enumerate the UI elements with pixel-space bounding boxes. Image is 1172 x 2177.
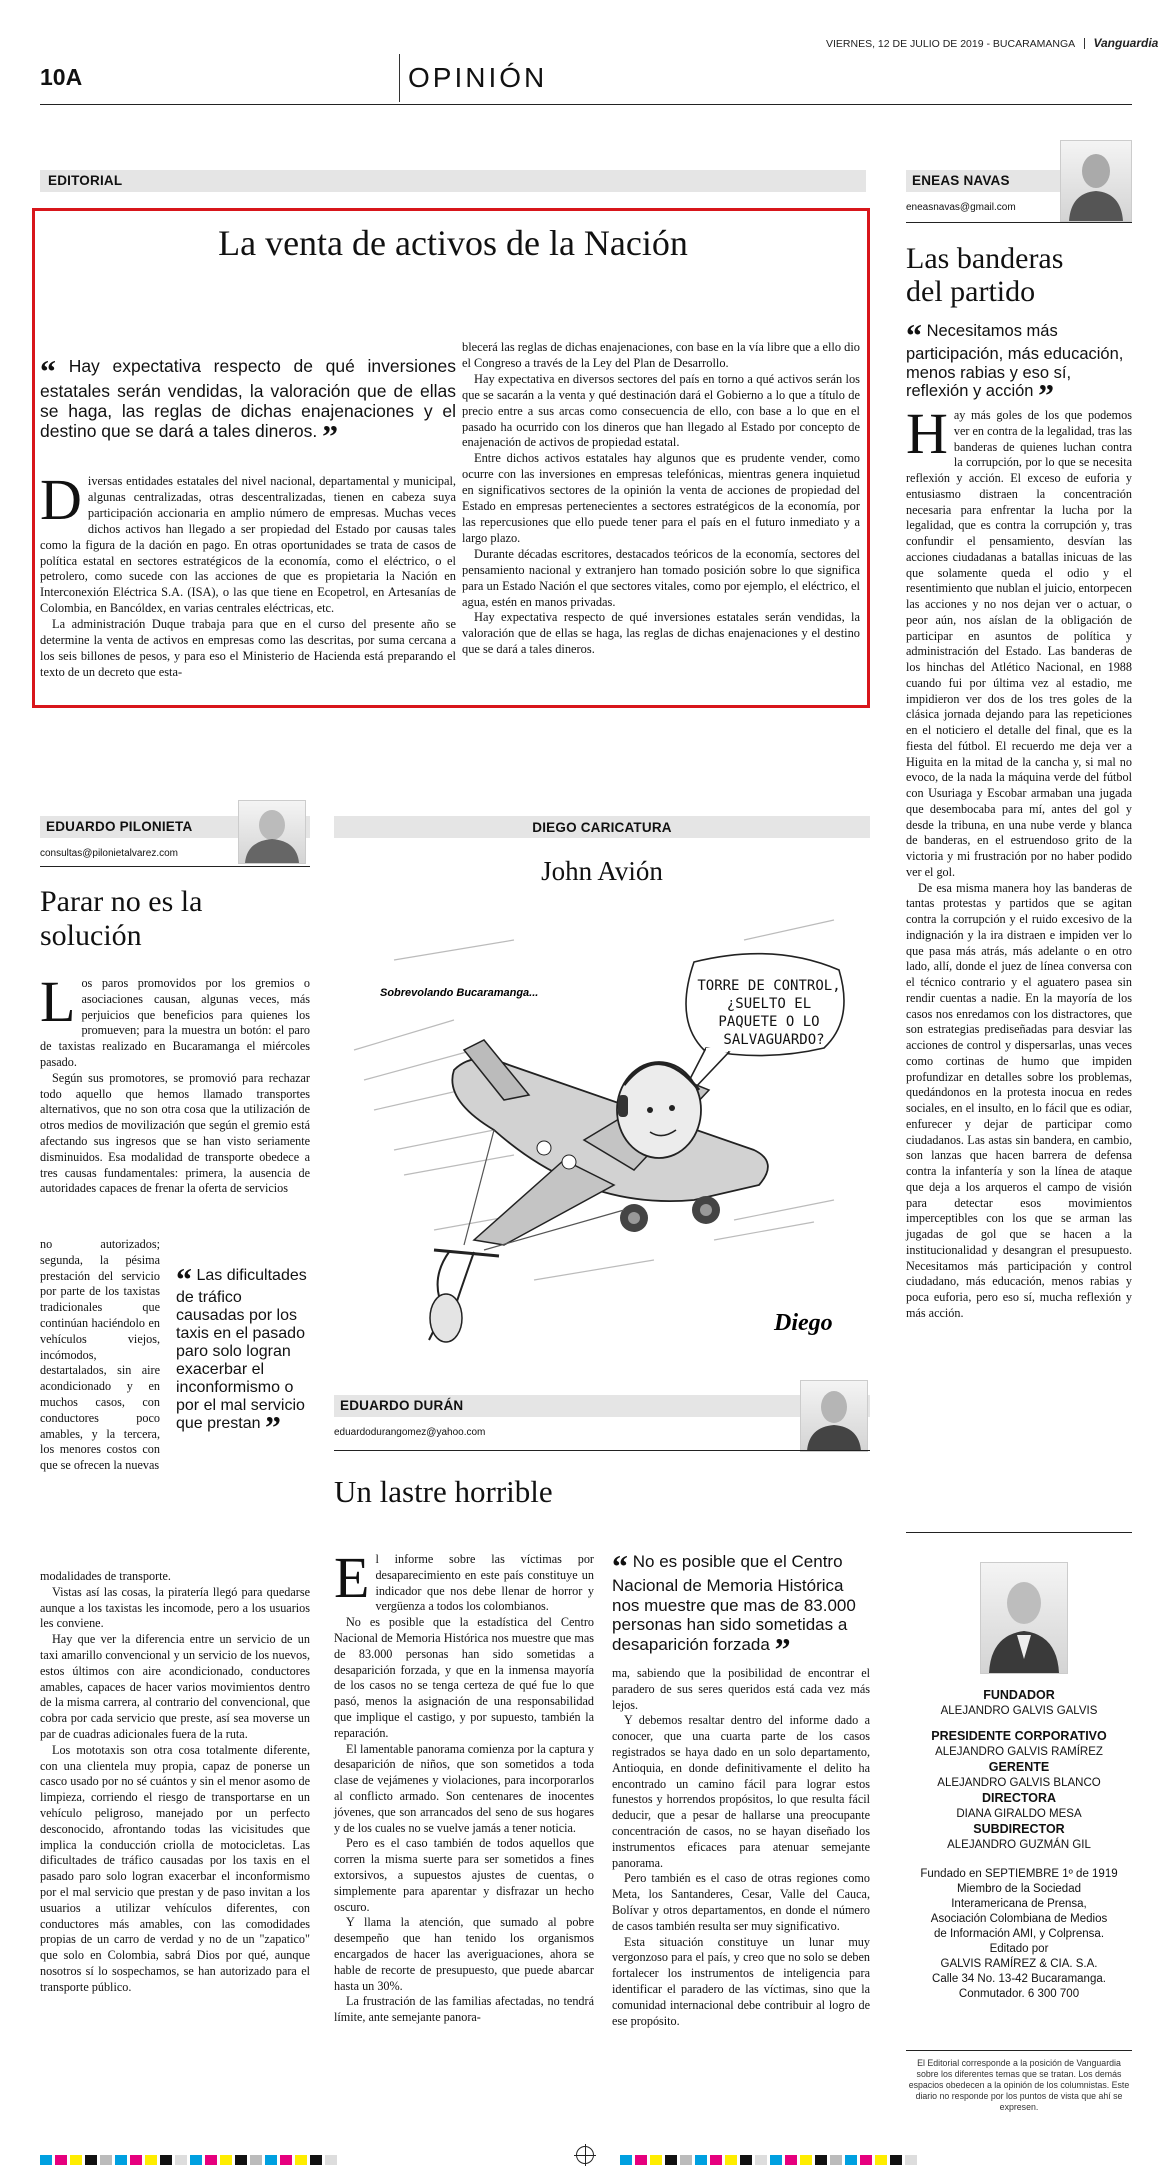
open-quote-icon: “: [176, 1261, 192, 1297]
paragraph: modalidades de transporte.: [40, 1569, 171, 1583]
editorial-col-right: [462, 340, 860, 658]
paragraph: Durante décadas escritores, destacados teóricos de la economía, sectores del pensamiento nacional y extranjero han tomado posición sobre lo que significa para un Estado Nación el que sectores vitales, como por ejemplo, el eléctrico, el agua, estén en manos privadas.: [462, 546, 860, 609]
dropcap: E: [334, 1545, 370, 1610]
duran-title: Un lastre horrible: [334, 1474, 553, 1509]
paragraph: Según sus promotores, se promovió para rechazar todo aquello que hemos llamado transportes alternativos, que no son otra cosa que la utilización de otros medios de movilización que según el gremio está afectando sus ingresos que se han visto seriamente disminuidos. Esa modalidad de transporte obedece a tres causas fundamentales: primera, la ausencia de autoridades capaces de frenar la oferta de servicios: [40, 1070, 310, 1196]
dateline: [826, 36, 1158, 50]
close-quote-icon: ”: [322, 418, 339, 454]
paragraph: l informe sobre las víctimas por desaparecimiento en este país constituye un indicador que nos debe llenar de horror y vergüenza a todos los colombianos.: [375, 1552, 594, 1614]
dropcap: D: [40, 467, 82, 532]
masthead-credits: [906, 1688, 1132, 2002]
pilonieta-body-top: [40, 969, 310, 1197]
pilonieta-kicker: EDUARDO PILONIETA: [46, 819, 193, 834]
paragraph: Hay expectativa respecto de qué inversiones estatales serán vendidas, la valoración que de ellas se haga, las reglas de dichas enajenaciones y el destino que se dará a tales dineros.: [462, 610, 860, 657]
registration-mark-icon: [576, 2146, 594, 2164]
navas-end-rule: [906, 1532, 1132, 1533]
paragraph: Hay expectativa en diversos sectores del país en torno a qué activos serán los que se sacarán a la venta y qué destinación dará el Gobierno a lo que a título de precio entre a sus arcas como consecuencia de ello, con base a lo que en el pasado ha ocurrido con los dineros que han llegado al Estado por concepto de enajenación de activos de propiedad estatal.: [462, 371, 860, 450]
print-color-bar-right: [620, 2152, 920, 2170]
dropcap: L: [40, 969, 76, 1034]
title-line: Parar no es la: [40, 885, 203, 918]
title-line: del partido: [906, 275, 1036, 308]
masthead-info: GALVIS RAMÍREZ & CIA. S.A.: [940, 1958, 1098, 1970]
credit-name: DIANA GIRALDO MESA: [956, 1808, 1082, 1820]
bubble-line: PAQUETE O LO: [718, 1014, 820, 1030]
editorial-kicker-bar: [40, 170, 866, 192]
credit-name: ALEJANDRO GUZMÁN GIL: [947, 1839, 1091, 1851]
credit-label: GERENTE: [988, 1760, 1050, 1774]
credit-name: ALEJANDRO GALVIS RAMÍREZ: [935, 1746, 1103, 1758]
pilonieta-body-narrow: [40, 1237, 160, 1474]
header-divider: [399, 54, 400, 102]
cartoon-drawing: [334, 900, 870, 1360]
masthead-rule: [906, 2050, 1132, 2051]
paragraph: blecerá las reglas de dichas enajenaciones, con base en la vía libre que a ello dio el Congreso a través de la Ley del Plan de Desarrollo.: [462, 340, 860, 370]
credit-name: ALEJANDRO GALVIS GALVIS: [940, 1705, 1098, 1717]
paragraph: ma, sabiendo que la posibilidad de encontrar el paradero de sus seres queridos está cada vez más lejos.: [612, 1666, 870, 1712]
header-rule: [40, 104, 1132, 105]
duran-kicker-bar: [334, 1395, 870, 1417]
paragraph: La frustración de las familias afectadas, no tendrá límite, ante semejante panora-: [334, 1994, 594, 2025]
paragraph: Vistas así las cosas, la piratería llegó para quedarse aunque a los taxistas les incomode, pero a los usuarios les conviene.: [40, 1584, 310, 1631]
duran-email: eduardodurangomez@yahoo.com: [334, 1427, 486, 1438]
airplane-illustration: [429, 1040, 768, 1342]
cartoon: [334, 900, 870, 1360]
editorial-disclaimer: El Editorial corresponde a la posición de Vanguardia sobre los diferentes temas que se tratan. Los demás espacios obedecen a la opinión de los columnistas. Este diario no responde por los puntos de vista que ahí se expresen.: [908, 2058, 1130, 2112]
paragraph: Y debemos resaltar dentro del informe dado a conocer, que una cuarta parte de los casos registrados se haya dado en un solo departamento, Antioquia, en donde definitivamente el delito ha encontrado un camino fácil para lograr estos funestos y horrendos propósitos, lo que resulta fácil deducir, que a pesar de hallarse una preocupante concentración de casos, no se hayan diseñado los instrumentos eficaces para atenuar semejante panorama.: [612, 1713, 870, 1870]
credit-label: FUNDADOR: [983, 1688, 1055, 1702]
navas-title: [906, 242, 1063, 308]
print-color-bar-left: [40, 2152, 340, 2170]
editorial-kicker: EDITORIAL: [48, 173, 123, 188]
brand-logo: Vanguardia: [1093, 36, 1159, 50]
dateline-text: VIERNES, 12 DE JULIO DE 2019 - BUCARAMANGA: [826, 38, 1075, 50]
paragraph: os paros promovidos por los gremios o asociaciones causan, algunas veces, más perjuicios que beneficios para quienes los promueven; para la muestra un botón: el paro de taxistas realizado en Bucaramanga el miércoles pasado.: [40, 976, 310, 1069]
paragraph: Hay que ver la diferencia entre un servicio de un taxi amarillo convencional y un servicio de los nuevos, estos últimos con aire acondicionado, conductores amables, capaces de hacer varios movimientos dentro de la misma carrera, al contrario del convencional, que cobra por cada servicio que preste, así sea moverse un par de cuadras adicionales fuera de la ruta.: [40, 1632, 310, 1741]
dropcap: H: [906, 401, 948, 466]
caricatura-title: John Avión: [541, 856, 663, 886]
duran-kicker: EDUARDO DURÁN: [340, 1398, 464, 1413]
credit-label: PRESIDENTE CORPORATIVO: [931, 1729, 1107, 1743]
masthead-info: Conmutador. 6 300 700: [958, 1988, 1080, 2000]
editorial-body-left: [40, 467, 456, 681]
duran-pull-quote-text: No es posible que el Centro Nacional de Memoria Histórica nos muestre que mas de 83.000 personas han sido sometidas a desaparición forzada: [612, 1552, 856, 1654]
duran-col-right: [612, 1666, 870, 2029]
masthead-info: Asociación Colombiana de Medios: [930, 1913, 1108, 1925]
editorial-pull-quote-text: Hay expectativa respecto de qué inversiones estatales serán vendidas, la valoración que de ellas se haga, las reglas de dichas enajenaciones y el destino que se dará a tales dineros.: [40, 356, 456, 441]
bubble-line: ¿SUELTO EL: [726, 996, 812, 1012]
paragraph: De esa misma manera hoy las banderas de tantas protestas y partidos que se agitan contra la corrupción y el ruido excesivo de la indignación y la ira distraen e impiden ver lo que pasa más atrás, más adelante o en otro lado, allí, donde el juez de línea conversa con el técnico contrario y el aguatero pasea sin rendir cuentas a nadie. En la mayoría de los casos nos enredamos con los distractores, que son estrategias prediseñadas para desviar las acciones de control y dispersarlas, unas veces como cortinas de humo que impiden profundizar en detalles sobre los problemas, quedándonos en la protesta inocua en redes sociales, en el insulto, en lo fácil que es odiar, enfurecer y dejar de participar como ciudadanos. Las astas sin bandera, en cambio, son lanzas que hacen barrera de defensa contra la infantería y son la línea de ataque que deja a los arqueros el campo de visión para detectar esos movimientos imperceptibles con los que se arman las jugadas de gol que se hacen a la institucionalidad y desangran el presupuesto. Necesitamos más participación y control ciudadano, más educación, menos rabias y poca euforia, pero eso sí, mucha reflexión y más acción.: [906, 880, 1132, 1320]
editorial-title: La venta de activos de la Nación: [218, 223, 688, 263]
close-quote-icon: ”: [1038, 377, 1055, 413]
credit-name: ALEJANDRO GALVIS BLANCO: [937, 1777, 1101, 1789]
bubble-line: TORRE DE CONTROL,: [697, 978, 841, 994]
navas-email: eneasnavas@gmail.com: [906, 202, 1016, 213]
cartoonist-signature: Diego: [774, 1310, 833, 1336]
paragraph: no autorizados; segunda, la pésima prestación del servicio por parte de los taxistas tradicionales que continúan haciéndolo en vehículos viejos, incómodos, destartalados, sin aire acondicionado y en muchos casos, con conductores poco amables, y la tercera, los menores costos con que se ofrecen la nuevas: [40, 1237, 160, 1473]
open-quote-icon: “: [906, 317, 922, 353]
navas-pull-quote: [906, 317, 1132, 413]
title-line: Las banderas: [906, 242, 1064, 275]
duran-pull-quote: [612, 1548, 870, 1667]
pilonieta-pull-quote-text: Las dificultades de tráfico causadas por los taxis en el pasado paro solo logran exacerbar el inconformismo o por el mal servicio que prestan: [176, 1267, 307, 1432]
cartoon-caption: Sobrevolando Bucaramanga...: [380, 987, 539, 999]
masthead-info: Miembro de la Sociedad: [956, 1883, 1081, 1895]
masthead-info: Fundado en SEPTIEMBRE 1º de 1919: [920, 1868, 1118, 1880]
open-quote-icon: “: [612, 1548, 628, 1584]
paragraph: ay más goles de los que podemos ver en contra de la legalidad, tras las banderas de quienes luchan contra la corrupción, por lo que se necesita reflexión y acción. El exceso de euforia y entusiasmo distraen la concentración necesaria para enfrentar la lucha por la legalidad, que es contra la corrupción y, tras confundir el pensamiento, desvían las acciones ciudadanas a batallas inicuas de las que solamente queda el odio y el resentimiento que nublan el juicio, entorpecen las acciones y no nos dejan ver o actuar, o peor aún, nos aíslan de la obligación de participar en asuntos de política y administración del Estado. Las banderas de los hinchas del Atlético Nacional, en 1988 cuando fui por última vez al estadio, me impidieron ver dos de los tres goles de la clásica jornada dejando para las repeticiones en el noticiero el detalle del final, que es la fiesta del fútbol. El recuerdo me deja ver a Higuita en la mitad de la cancha y, si mal no evoco, de la nada la máquina verde del fútbol con Usuriaga y Escobar armaban una jugada que desembocaba para mí, antes del gol y desde la tribuna, en una nube verde y blanca de banderas, en el estruendoso grito de la victoria y mi frustración por no haber podido ver el gol.: [906, 408, 1132, 879]
page-number: 10A: [40, 64, 83, 90]
caricatura-kicker-bar: [334, 816, 870, 838]
pilonieta-rule: [40, 866, 310, 867]
credit-label: SUBDIRECTOR: [973, 1822, 1065, 1836]
editorial-col-left: [40, 340, 456, 681]
section-title: OPINIÓN: [408, 62, 548, 93]
author-photo: [800, 1380, 868, 1452]
author-photo: [1060, 140, 1132, 222]
paragraph: La administración Duque trabaja para que en el curso del presente año se determine la venta de activos en empresas como las descritas, por suma cercana a los seis billones de pesos, y para eso el Ministerio de Hacienda está preparando el texto de un decreto que esta-: [40, 617, 456, 679]
navas-pull-quote-text: Necesitamos más participación, más educación, menos rabias y eso sí, reflexión y acción: [906, 322, 1124, 400]
editorial-pull-quote: [40, 353, 456, 454]
masthead-info: Editado por: [989, 1943, 1049, 1955]
paragraph: No es posible que la estadística del Centro Nacional de Memoria Histórica nos muestre que mas de 83.000 personas han sido sometidas a desaparición forzada, y que en la inmensa mayoría de los casos no se tenga certeza de qué fue lo que pasó, menos la asignación de una responsabilidad que implique el castigo, y por supuesto, también la reparación.: [334, 1615, 594, 1740]
close-quote-icon: ”: [774, 1630, 791, 1667]
navas-kicker: ENEAS NAVAS: [912, 173, 1010, 188]
pilonieta-pull-quote: [176, 1261, 308, 1445]
title-line: solución: [40, 919, 142, 952]
founder-photo: [980, 1562, 1068, 1674]
pilonieta-email: consultas@pilonietalvarez.com: [40, 848, 178, 859]
caricatura-kicker: DIEGO CARICATURA: [532, 820, 672, 835]
pilonieta-title: [40, 885, 202, 953]
open-quote-icon: “: [40, 353, 56, 389]
paragraph: Esta situación constituye un lunar muy vergonzoso para el país, y creo que no solo se deben fortalecer los instrumentos de inteligencia para identificar el paradero de las víctimas, sino que la comunidad internacional debe contribuir al logro de ese propósito.: [612, 1934, 870, 2028]
author-photo: [238, 800, 306, 864]
masthead-info: de Información AMI, y Colprensa.: [933, 1928, 1105, 1940]
close-quote-icon: ”: [264, 1409, 281, 1445]
paragraph: El lamentable panorama comienza por la captura y desaparición de niños, que son sometidos a toda clase de vejámenes y violaciones, para incorporarlos al conflicto armado. Son centenares de inocentes jóvenes, que son arrancados del seno de sus hogares y de los cuales no se vuelve jamás a tener noticia.: [334, 1741, 594, 1835]
navas-body: [906, 401, 1132, 1322]
paragraph: Entre dichos activos estatales hay algunos que es prudente vender, como ocurre con las inversiones en empresas telefónicas, mientras genera inquietud en significativos sectores de la opinión la venta de acciones de propiedad del Estado en empresas pertenecientes a sectores estratégicos de la economía, por las repercusiones que ello puede tener para el país en el futuro inmediato y a largo plazo.: [462, 451, 860, 545]
masthead-info: Interamericana de Prensa,: [951, 1898, 1087, 1910]
paragraph: Y llama la atención, que sumado al pobre desempeño que han tenido los organismos encargados de hacer las averiguaciones, ahora se hable de recorte de presupuesto, que puede abarcar hasta un 30%.: [334, 1915, 594, 1993]
masthead-info: Calle 34 No. 13-42 Bucaramanga.: [932, 1973, 1106, 1985]
paragraph: Los mototaxis son otra cosa totalmente diferente, con una clientela muy propia, capaz de ponerse un casco usado por no sé cuántos y sin el menor asomo de limpieza, corriendo el riesgo de transportarse en un vehículo peligroso, manejado por un perfecto desconocido, afrontando todas las vicisitudes que implica la conducción criolla de motocicletas. Las dificultades de tráfico causadas por los taxis en el pasado paro solo logran exacerbar el inconformismo por el mal servicio que prestan y de paso invitan a los usuarios a utilizar vehículos diferentes, con conductores más amables, con las comodidades propias de un carro de verdad y no de un "zapatico" que solo en Colombia, sabrá Dios por qué, aunque nosotros sí lo sospechamos, se han autorizado para el transporte público.: [40, 1742, 310, 1994]
paragraph: Pero también es el caso de otras regiones como Meta, los Santanderes, Cesar, Valle del Cauca, Bolívar y otros departamentos, en donde el número de casos también resulta ser muy significativo.: [612, 1871, 870, 1933]
duran-rule: [334, 1450, 870, 1451]
duran-col-left: [334, 1545, 594, 2026]
paragraph: Pero es el caso también de todos aquellos que corren la misma suerte para ser sometidos a fines extorsivos, a supuestos ajustes de cuentas, o simplemente para aparentar y disfrazar un hecho oscuro.: [334, 1836, 594, 1914]
credit-label: DIRECTORA: [981, 1791, 1057, 1805]
pilonieta-body-bottom: [40, 1569, 310, 1996]
navas-rule: [906, 222, 1132, 223]
paragraph: iversas entidades estatales del nivel nacional, departamental y municipal, algunas centralizadas, otras descentralizadas, tienen en cabeza suya participación accionaria en amplio número de empresas. Muchas veces dichos activos han llegado a ser propiedad del Estado por causas tales como la figura de la dación en pago. En otras oportunidades se trata de casos de política estatal en sectores estratégicos de la economía, como el eléctrico, o el petrolero, como sucede con las acciones de que es propietaria la Nación en Interconexión Eléctrica S.A. (ISA), o las que tiene en Ecopetrol, en Artesanías de Colombia, en Bancóldex, en varias centrales eléctricas, etc.: [40, 474, 456, 616]
bubble-line: SALVAGUARDO?: [723, 1032, 825, 1048]
